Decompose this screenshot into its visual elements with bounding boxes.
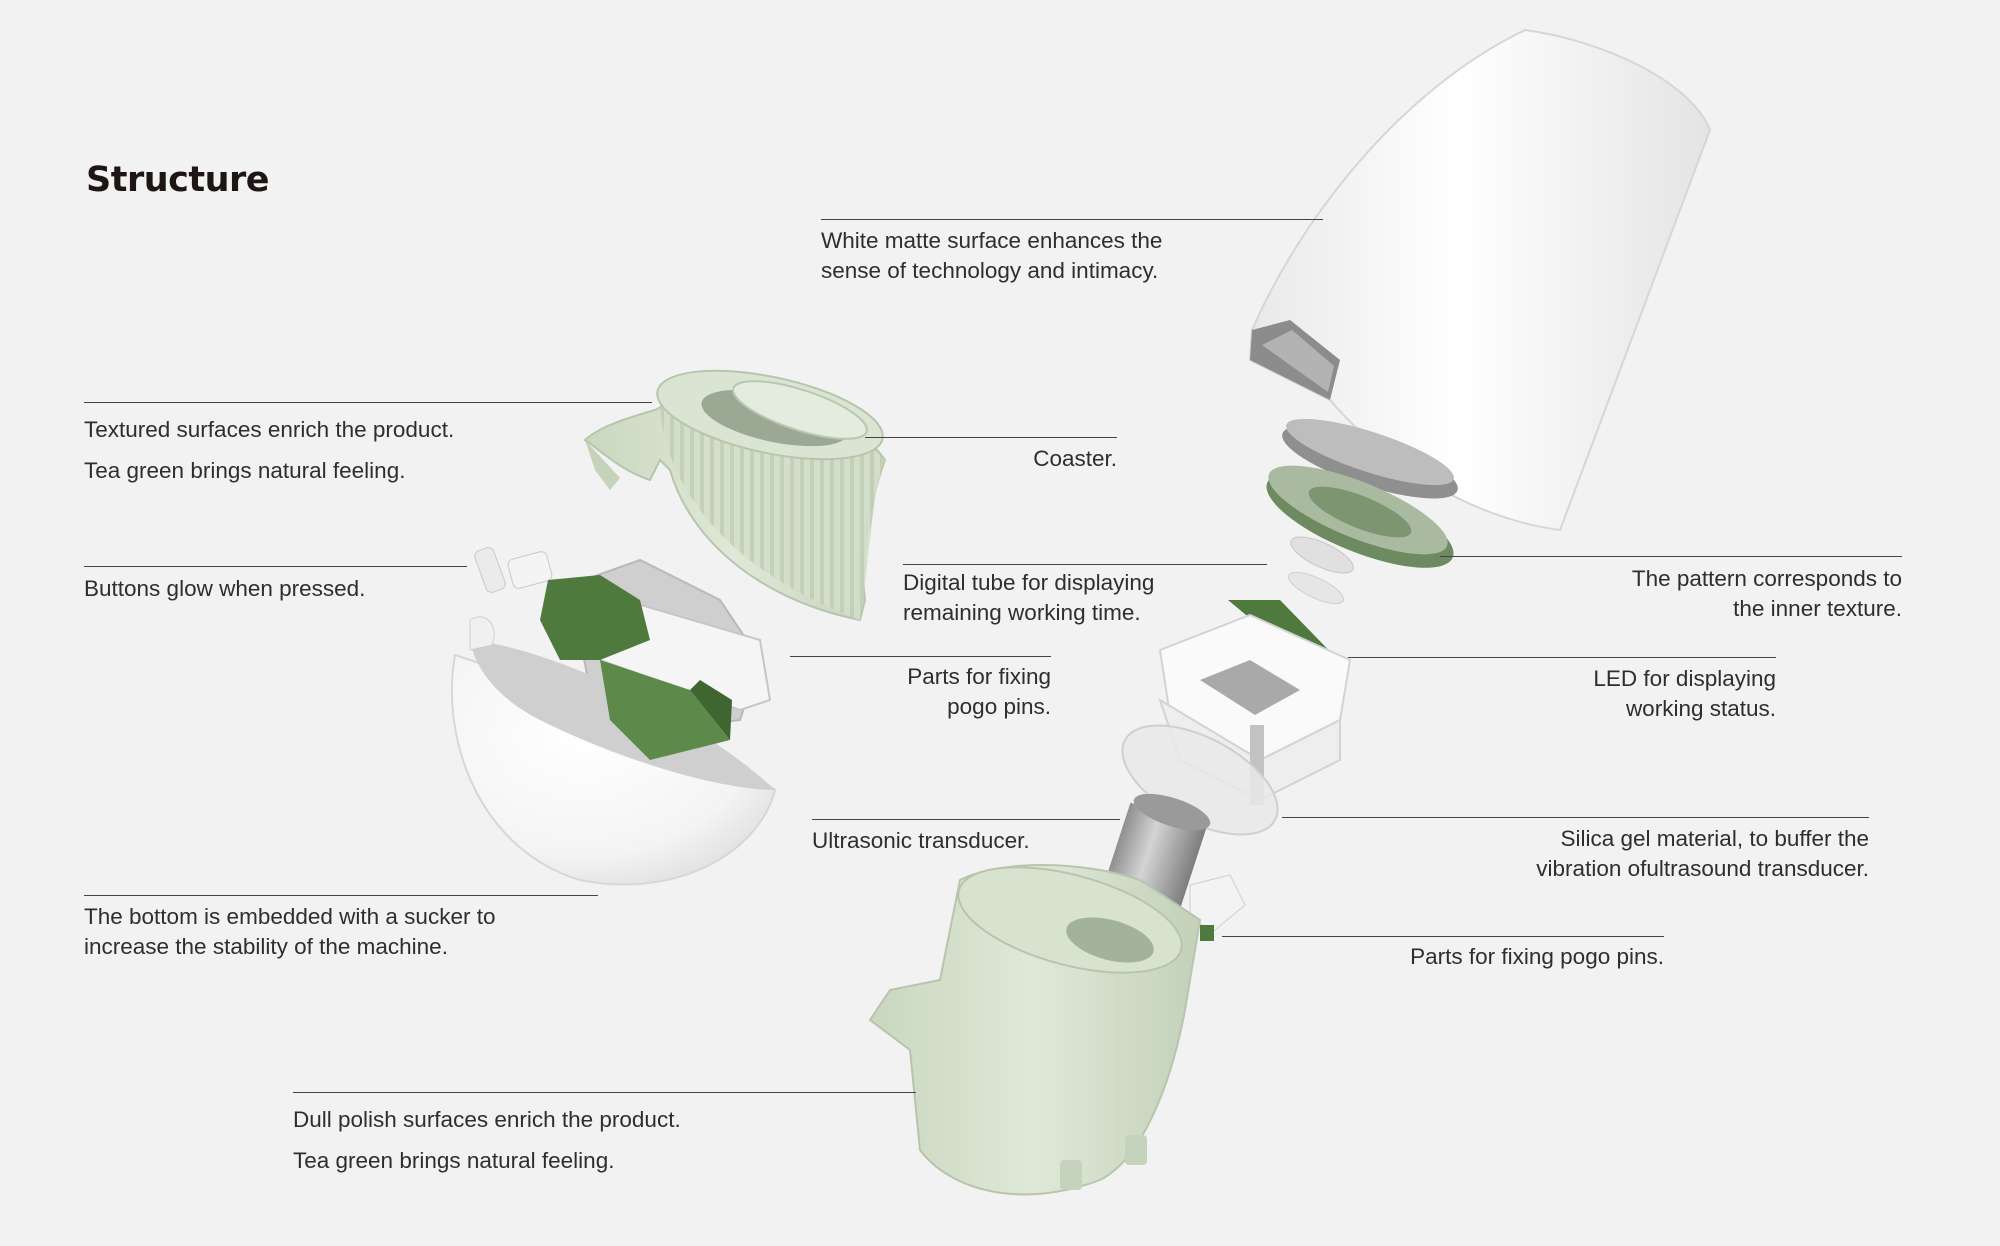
page-title: Structure xyxy=(86,160,270,200)
label-led: LED for displaying working status. xyxy=(1593,666,1776,721)
leader-line-dull-polish xyxy=(293,1092,916,1093)
leader-line-sucker xyxy=(84,895,598,896)
leader-line-pogo-right xyxy=(1222,936,1664,937)
leader-line-upper-ring xyxy=(84,402,652,403)
label-transducer: Ultrasonic transducer. xyxy=(812,828,1030,853)
leader-line-silica xyxy=(1282,817,1869,818)
label-dull-polish: Dull polish surfaces enrich the product. Tea green brings natural feeling. xyxy=(293,1107,681,1173)
buttons xyxy=(473,546,553,594)
leader-line-pogo-left xyxy=(790,656,1051,657)
label-buttons: Buttons glow when pressed. xyxy=(84,576,366,601)
label-digital-tube: Digital tube for displaying remaining working time. xyxy=(903,570,1155,625)
leader-line-pattern xyxy=(1440,556,1902,557)
leader-line-transducer xyxy=(812,819,1120,820)
bottom-green-base xyxy=(870,847,1200,1195)
leader-line-top-shell xyxy=(821,219,1323,220)
label-upper-ring: Textured surfaces enrich the product. Tea green brings natural feeling. xyxy=(84,417,455,483)
label-pattern: The pattern corresponds to the inner texture. xyxy=(1631,566,1902,621)
label-top-shell: White matte surface enhances the sense of technology and intimacy. xyxy=(821,228,1163,283)
leader-line-digital-tube xyxy=(903,564,1267,565)
leader-line-buttons xyxy=(84,566,467,567)
label-silica: Silica gel material, to buffer the vibration ofultrasound transducer. xyxy=(1536,826,1869,881)
leader-line-coaster xyxy=(865,437,1117,438)
label-coaster: Coaster. xyxy=(1033,446,1117,471)
label-pogo-left: Parts for fixing pogo pins. xyxy=(907,664,1051,719)
leader-line-led xyxy=(1348,657,1776,658)
label-pogo-right: Parts for fixing pogo pins. xyxy=(1410,944,1664,969)
label-sucker: The bottom is embedded with a sucker to increase the stability of the machine. xyxy=(84,904,496,959)
